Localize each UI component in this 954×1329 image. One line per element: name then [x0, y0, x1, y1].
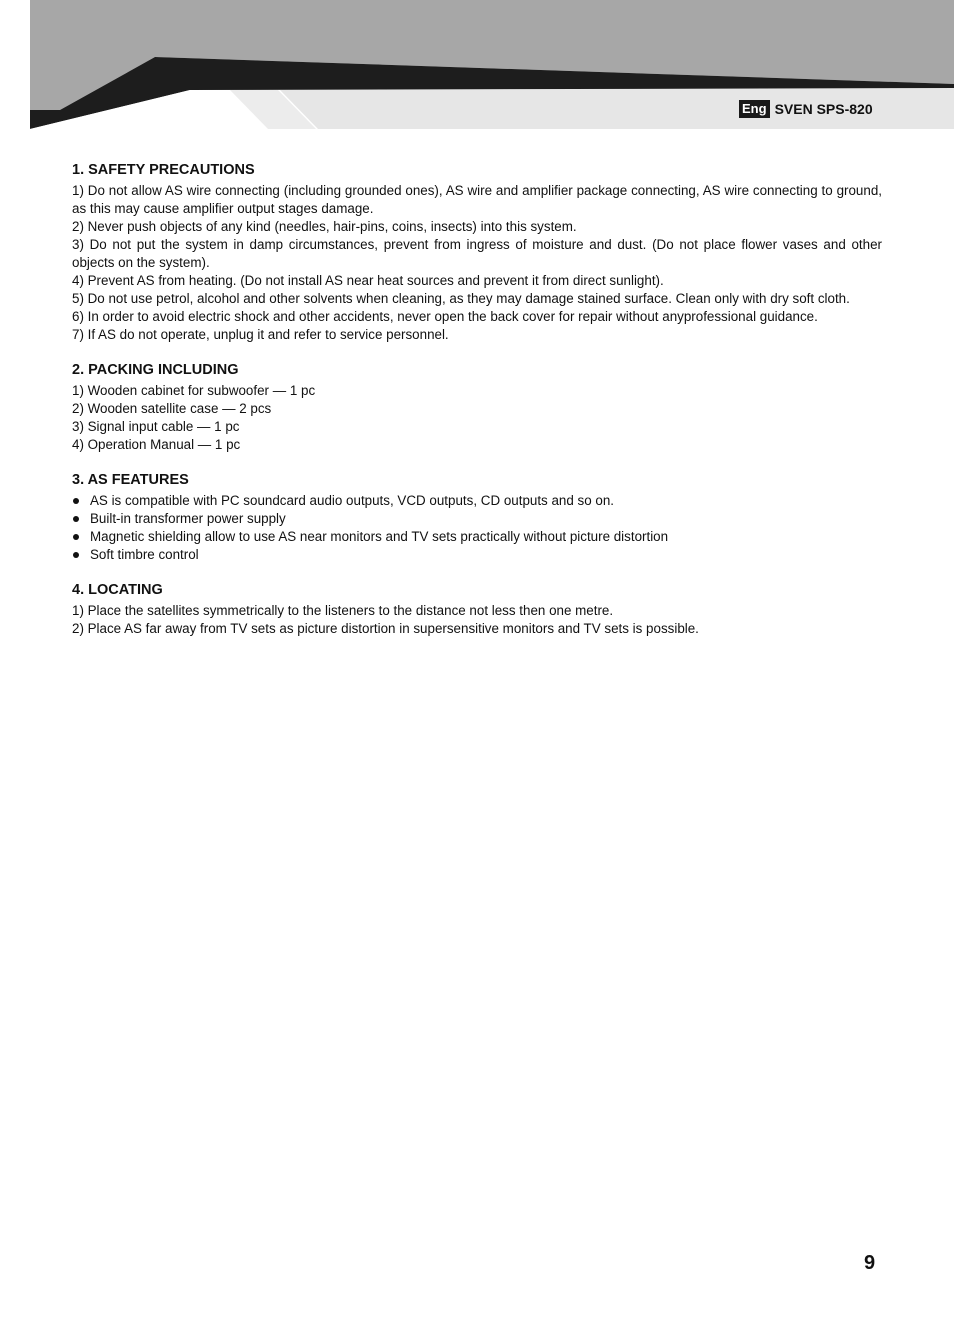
feature-list	[72, 492, 882, 564]
section-locating	[72, 580, 882, 638]
list-item: Soft timbre control	[72, 546, 882, 564]
list-item: Built-in transformer power supply	[72, 510, 882, 528]
list-item: 1) Do not allow AS wire connecting (including grounded ones), AS wire and amplifier package connecting, AS wire connecting to ground, as this may cause amplifier output stages damage.	[72, 183, 882, 216]
section-title: 2. PACKING INCLUDING	[72, 362, 239, 378]
manual-content	[72, 160, 882, 654]
language-badge: Eng	[739, 100, 770, 118]
section-title: 3. AS FEATURES	[72, 472, 189, 488]
page-number: 9	[864, 1252, 876, 1274]
list-item: Magnetic shielding allow to use AS near monitors and TV sets practically without picture distortion	[72, 528, 882, 546]
list-item: 3) Do not put the system in damp circumstances, prevent from ingress of moisture and dust. (Do not place flower vases and other objects on the system).	[72, 237, 882, 270]
list-item: 2) Never push objects of any kind (needles, hair-pins, coins, insects) into this system.	[72, 219, 577, 234]
section-title: 1. SAFETY PRECAUTIONS	[72, 162, 255, 178]
list-item: 4) Prevent AS from heating. (Do not install AS near heat sources and prevent it from direct sunlight).	[72, 273, 664, 288]
list-item: 3) Signal input cable — 1 pc	[72, 419, 240, 434]
section-title: 4. LOCATING	[72, 582, 163, 598]
list-item: 2) Wooden satellite case — 2 pcs	[72, 401, 272, 416]
section-packing	[72, 360, 882, 454]
list-item: AS is compatible with PC soundcard audio outputs, VCD outputs, CD outputs and so on.	[72, 492, 882, 510]
list-item: 7) If AS do not operate, unplug it and refer to service personnel.	[72, 327, 449, 342]
list-item: 5) Do not use petrol, alcohol and other solvents when cleaning, as they may damage stained surface. Clean only with dry soft cloth.	[72, 291, 850, 306]
section-safety	[72, 160, 882, 344]
model-name: SVEN SPS-820	[774, 101, 873, 117]
list-item: 1) Wooden cabinet for subwoofer — 1 pc	[72, 383, 316, 398]
section-features	[72, 470, 882, 564]
list-item: 1) Place the satellites symmetrically to the listeners to the distance not less then one metre.	[72, 603, 614, 618]
header-graphic	[0, 0, 954, 140]
header-label	[739, 100, 873, 118]
list-item: 6) In order to avoid electric shock and other accidents, never open the back cover for repair without anyprofessional guidance.	[72, 309, 818, 324]
list-item: 2) Place AS far away from TV sets as picture distortion in supersensitive monitors and TV sets is possible.	[72, 621, 699, 636]
list-item: 4) Operation Manual — 1 pc	[72, 437, 241, 452]
